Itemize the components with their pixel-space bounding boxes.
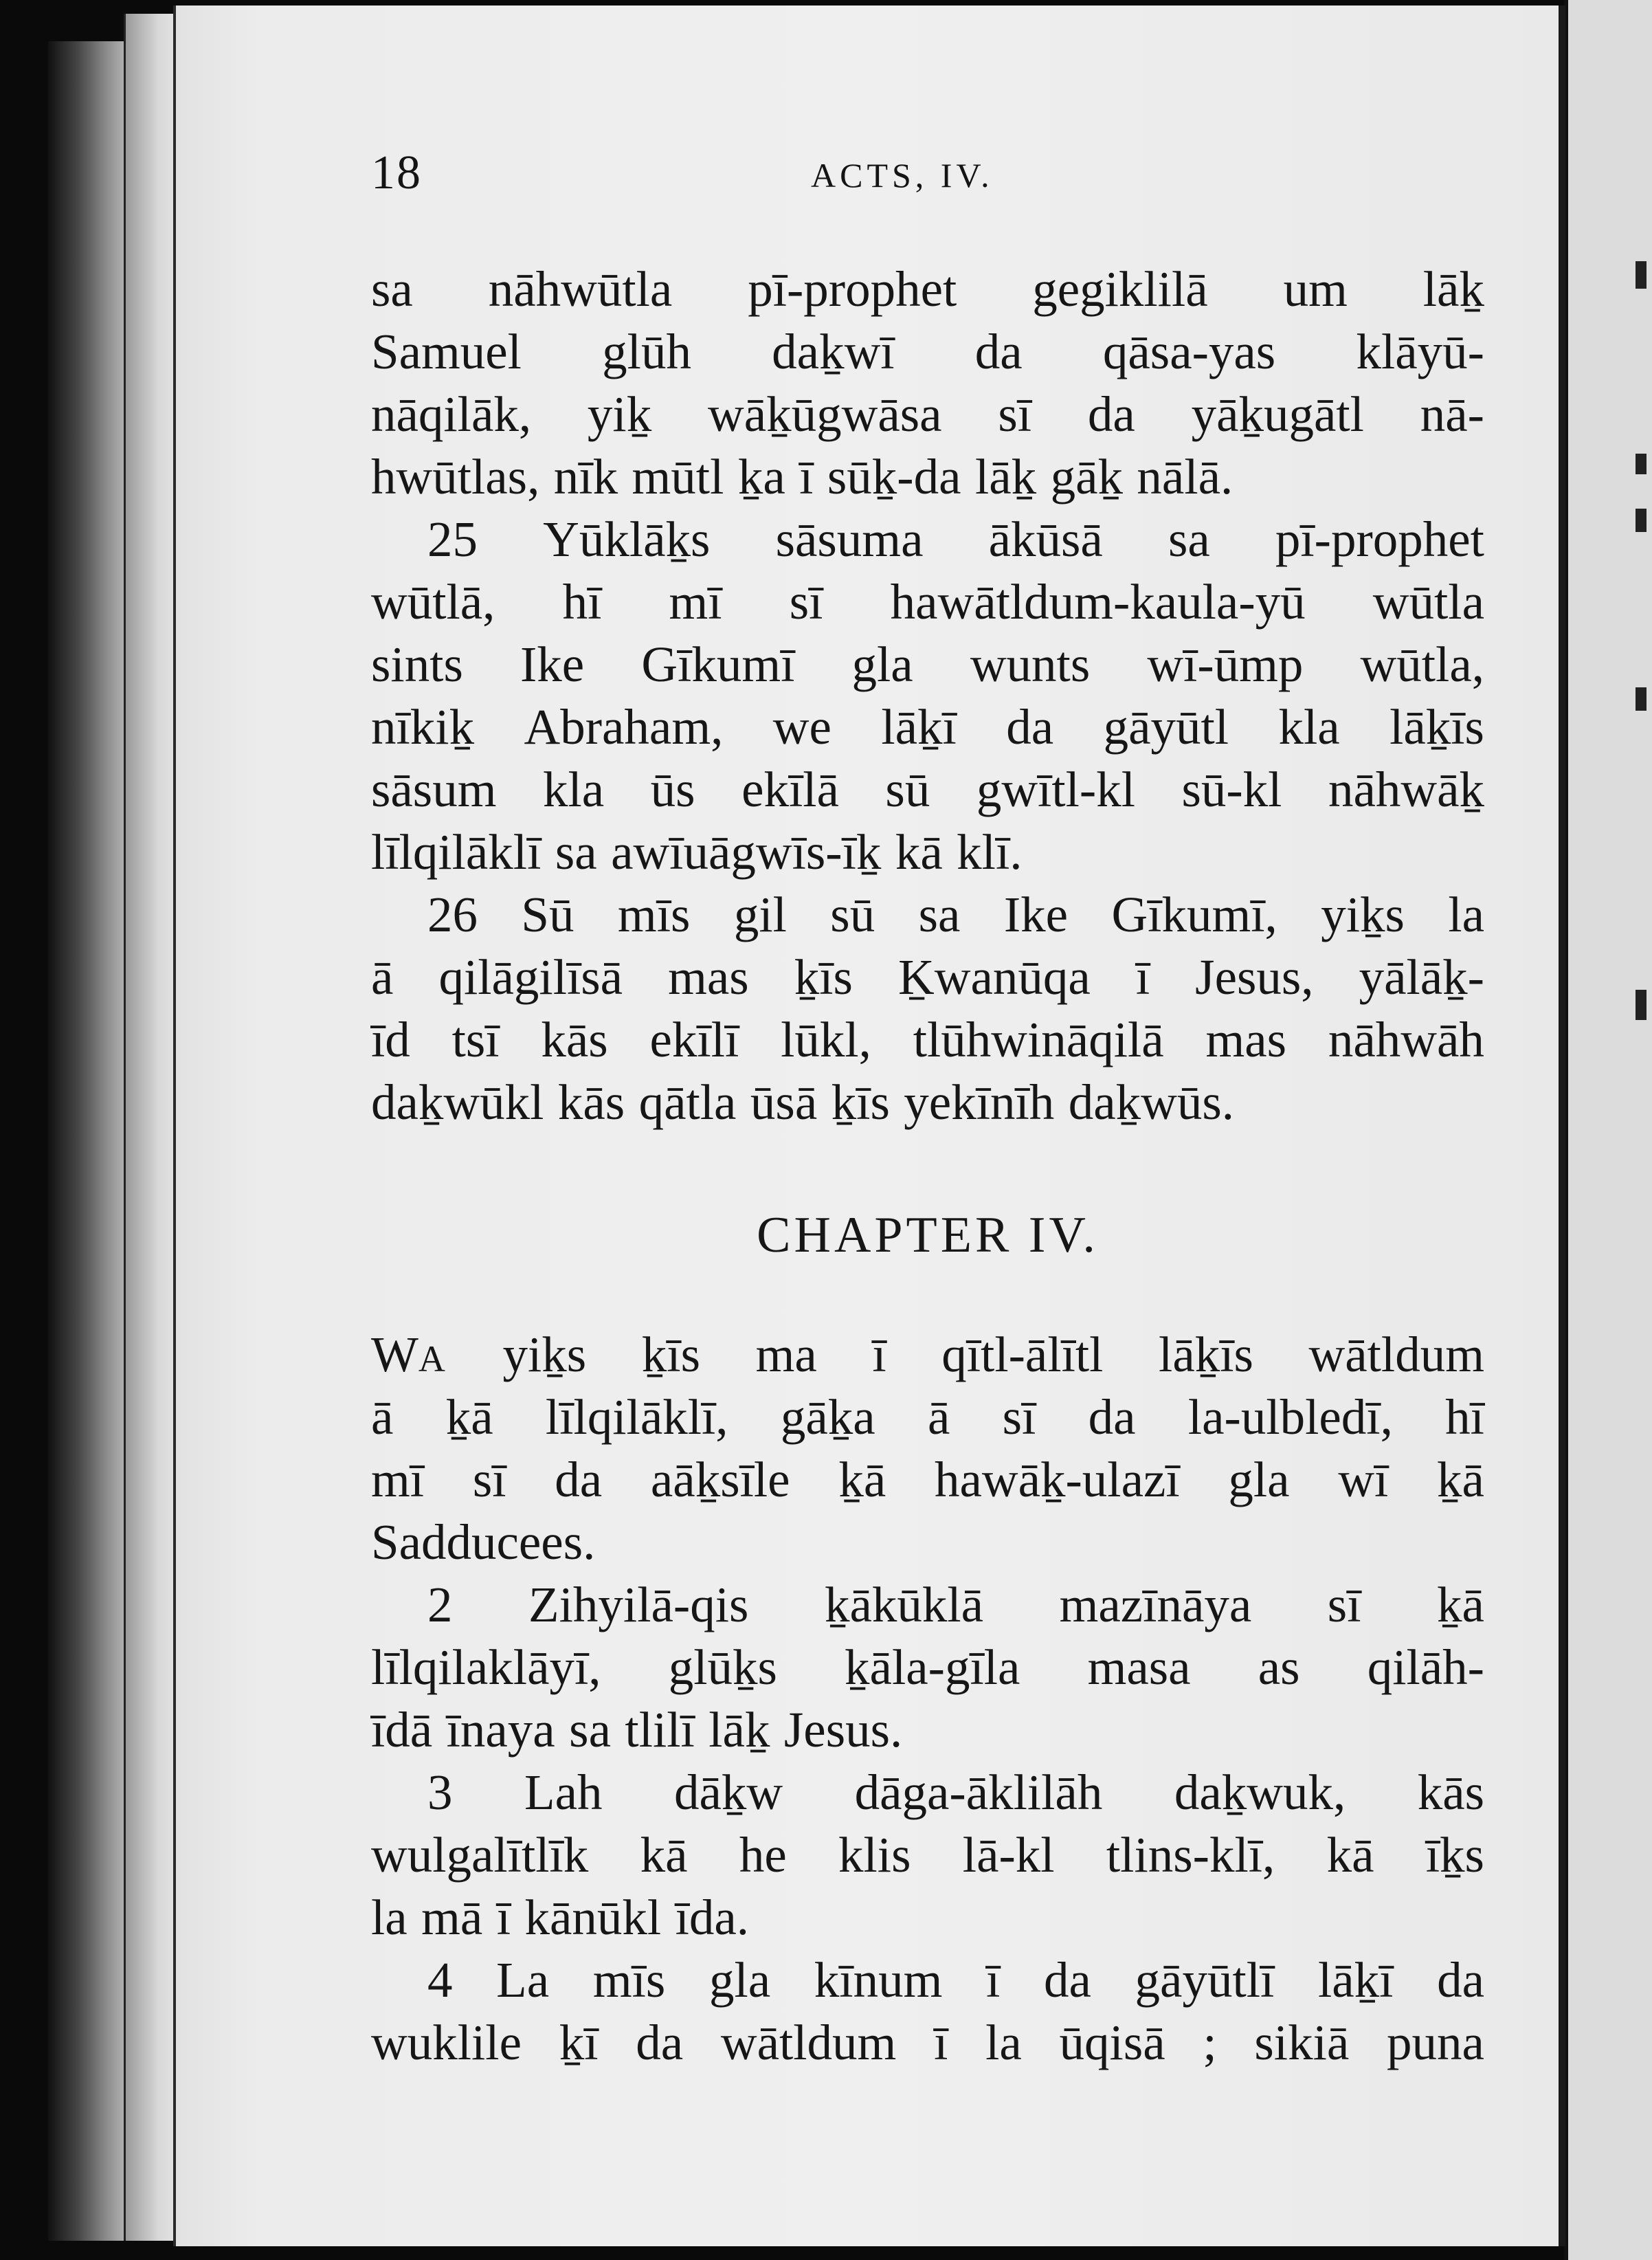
page-header	[371, 146, 1484, 201]
text-line: Samuel glūh daḵwī da qāsa-yas klāyū-	[371, 324, 1484, 379]
facing-page-glyph	[1636, 454, 1647, 474]
running-head: ACTS, IV.	[811, 156, 994, 195]
facing-page-glyph	[1636, 687, 1647, 711]
text-line: la mā ī kānūkl īda.	[371, 1890, 750, 1945]
text-line: sints Ike Gīkumī gla wunts wī-ūmp wūtla,	[371, 636, 1484, 692]
text-line: 4 La mīs gla kīnum ī da gāyūtlī lāḵī da	[427, 1952, 1484, 2008]
text-line: wuklile ḵī da wātldum ī la ūqisā ; sikiā puna	[371, 2015, 1484, 2070]
text-line: 26 Sū mīs gil sū sa Ike Gīkumī, yiḵs la	[427, 887, 1484, 942]
text-line: sāsum kla ūs ekīlā sū gwītl-kl sū-kl nāhwāḵ	[371, 762, 1484, 817]
text-line: sa nāhwūtla pī-prophet gegiklilā um lāḵ	[371, 261, 1484, 317]
text-line: līlqilāklī sa awīuāgwīs-īḵ kā klī.	[371, 824, 1023, 880]
facing-page-edge	[1564, 0, 1652, 2260]
text-line: WA yiḵs ḵīs ma ī qītl-ālītl lāḵīs wātldum	[371, 1327, 1484, 1382]
text-line: wulgalītlīk kā he klis lā-kl tlins-klī, kā īḵs	[371, 1827, 1484, 1883]
text-block-after-chapter	[371, 1323, 1484, 2074]
text-line: 25 Yūklāḵs sāsuma ākūsā sa pī-prophet	[427, 511, 1484, 567]
text-line: 2 Zihyilā-qis ḵākūklā mazīnāya sī ḵā	[427, 1577, 1484, 1632]
text-line: wūtlā, hī mī sī hawātldum-kaula-yū wūtla	[371, 574, 1484, 630]
text-line: ā qilāgilīsā mas ḵīs Ḵwanūqa ī Jesus, yālāḵ-	[371, 949, 1484, 1005]
text-line: ā ḵā līlqilāklī, gāḵa ā sī da la-ulbledī, hī	[371, 1389, 1484, 1445]
text-line: Sadducees.	[371, 1514, 596, 1570]
text-line: īdā īnaya sa tlilī lāḵ Jesus.	[371, 1702, 903, 1758]
text-block-before-chapter	[371, 258, 1484, 1133]
chapter-heading: CHAPTER IV.	[757, 1207, 1099, 1263]
facing-page-glyph	[1636, 990, 1647, 1020]
facing-page-glyph	[1636, 509, 1647, 532]
text-line: hwūtlas, nīk mūtl ḵa ī sūḵ-da lāḵ gāḵ nālā.	[371, 449, 1234, 505]
facing-page-glyph	[1636, 261, 1647, 289]
text-line: līlqilaklāyī, glūḵs ḵāla-gīla masa as qilāh-	[371, 1639, 1484, 1695]
text-line: daḵwūkl kās qātla ūsā ḵīs yekīnīh daḵwūs.	[371, 1074, 1234, 1130]
text-line: mī sī da aāḵsīle ḵā hawāḵ-ulazī gla wī ḵā	[371, 1452, 1484, 1507]
text-line: 3 Lah dāḵw dāga-āklilāh daḵwuk, kās	[427, 1764, 1484, 1820]
page-number: 18	[371, 146, 422, 199]
text-line: īd tsī kās ekīlī lūkl, tlūhwināqilā mas nāhwāh	[371, 1012, 1484, 1067]
text-line: nāqilāk, yiḵ wāḵūgwāsa sī da yāḵugātl nā-	[371, 386, 1484, 442]
text-line: nīkiḵ Abraham, we lāḵī da gāyūtl kla lāḵīs	[371, 699, 1484, 755]
binding-shadow	[48, 41, 131, 2241]
binding-edge	[124, 14, 181, 2241]
